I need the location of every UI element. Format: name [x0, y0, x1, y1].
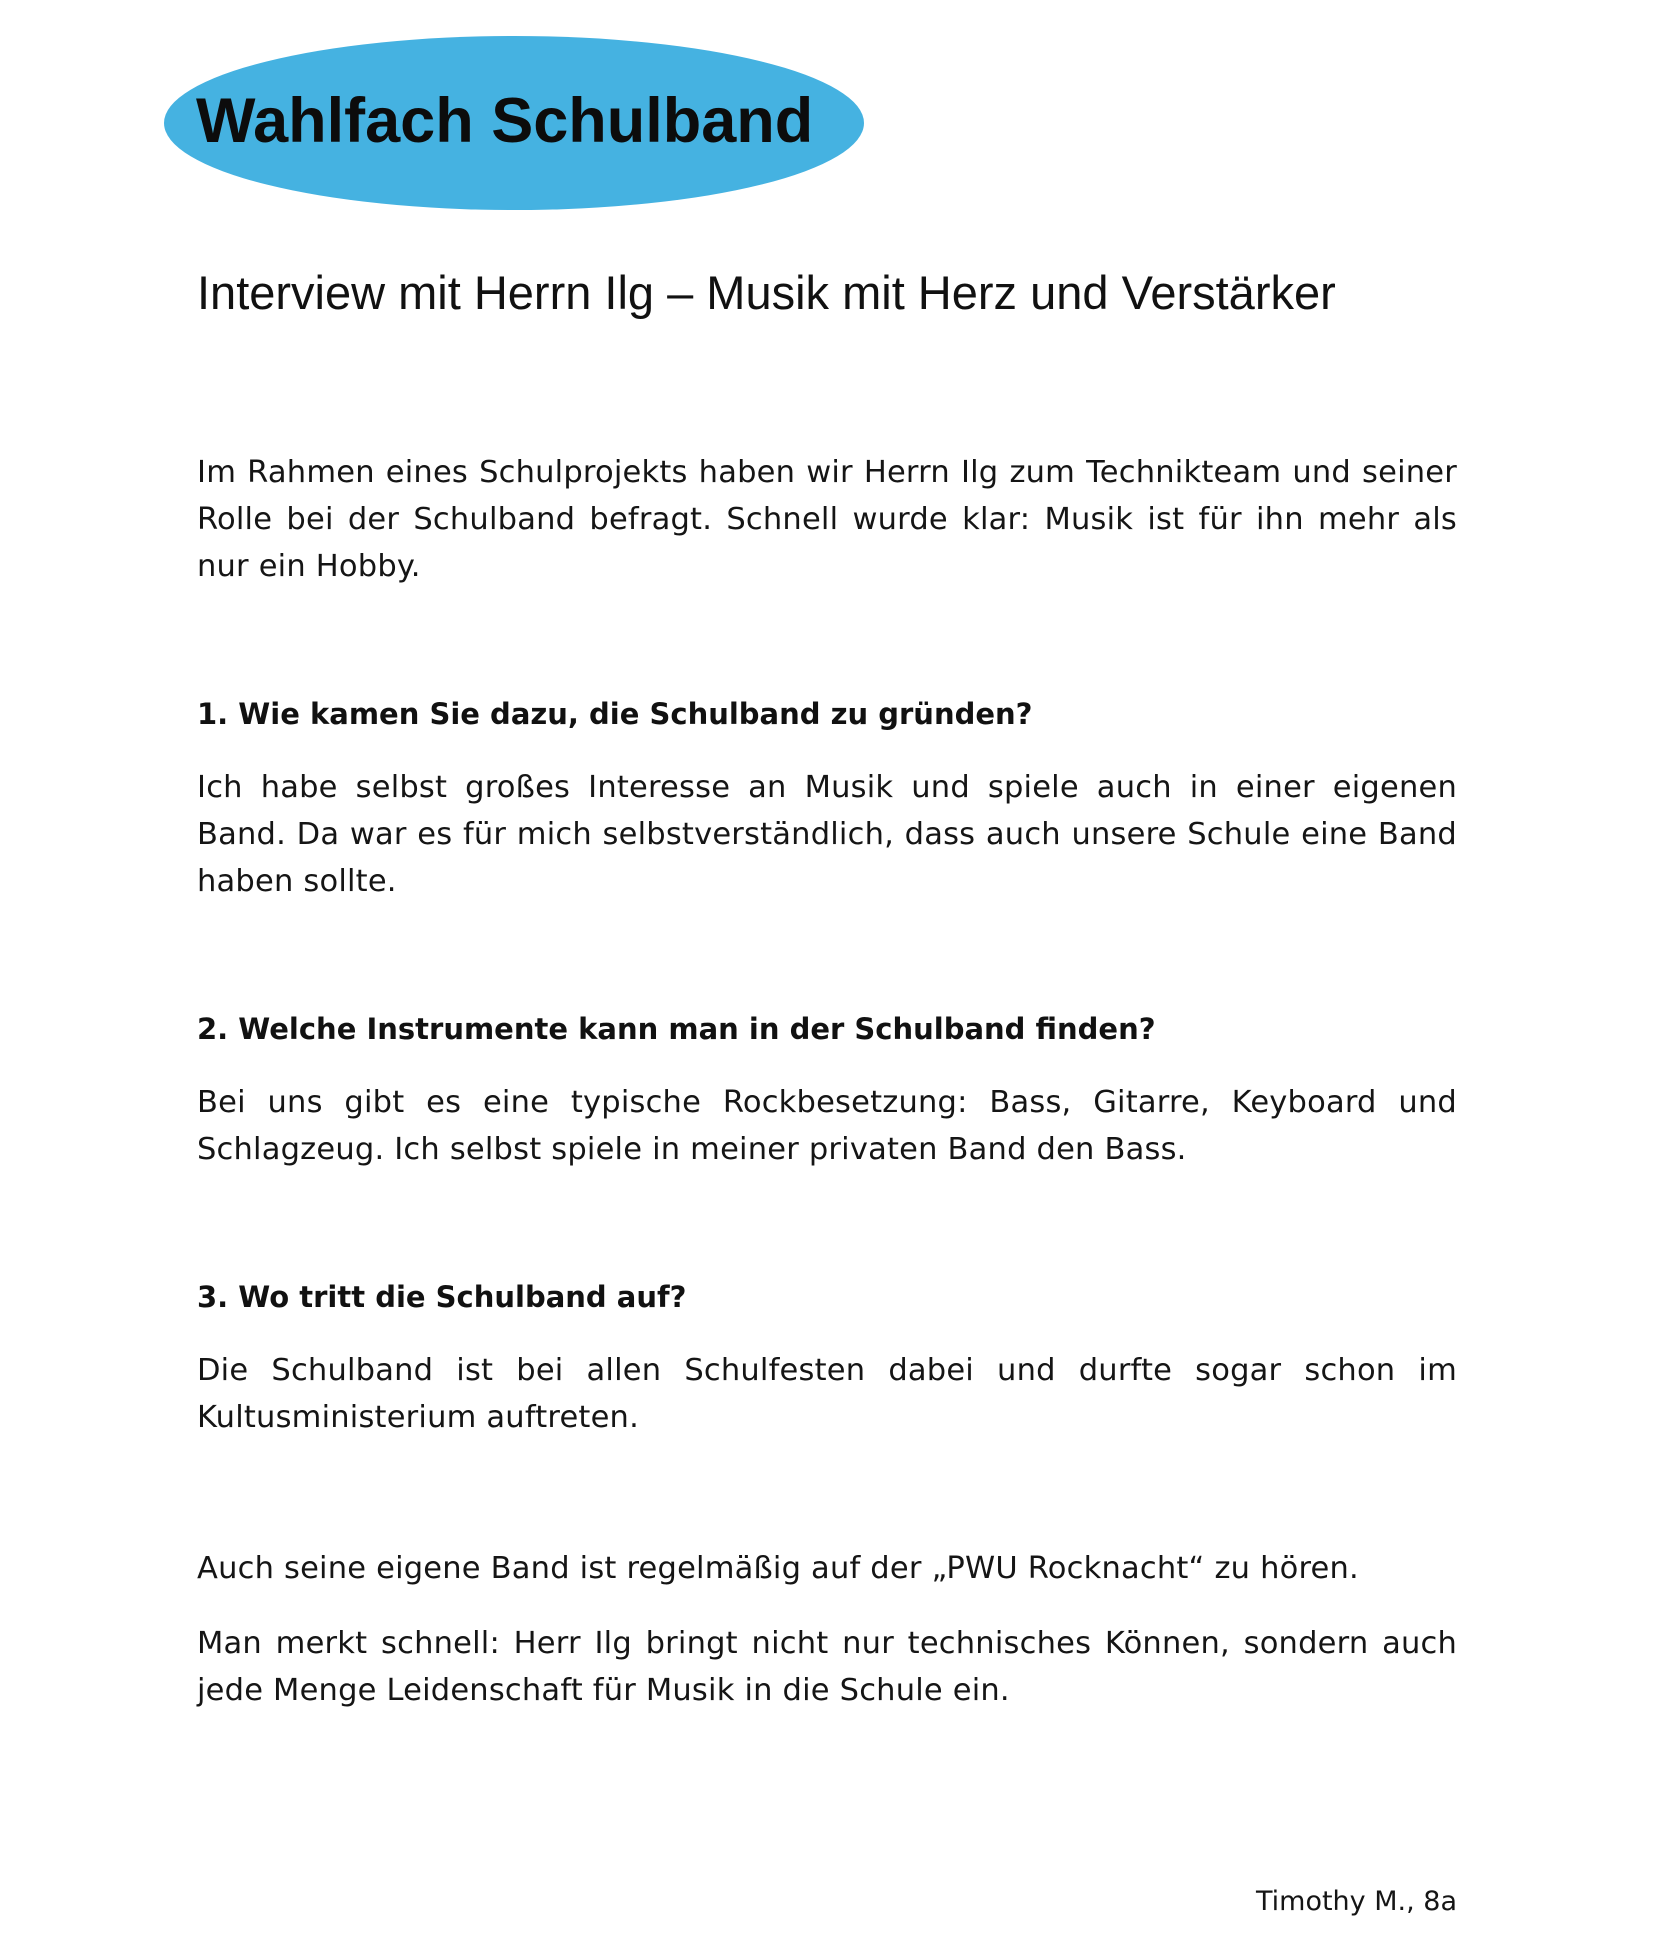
badge-title: Wahlfach Schulband	[196, 86, 814, 156]
author-signature: Timothy M., 8a	[1255, 1886, 1457, 1917]
answer-1: Ich habe selbst großes Interesse an Musik und spiele auch in einer eigenen Band. Da war es für mich selbstverständlich, dass auch unsere Schule eine Band haben sollte.	[197, 770, 1457, 899]
question-2: 2. Welche Instrumente kann man in der Schulband finden?	[197, 1012, 1156, 1046]
closing-paragraph-2: Man merkt schnell: Herr Ilg bringt nicht nur technisches Können, sondern auch jede Menge Leidenschaft für Musik in die Schule ein.	[197, 1626, 1457, 1708]
intro-paragraph: Im Rahmen eines Schulprojekts haben wir Herrn Ilg zum Technikteam und seiner Rolle bei der Schulband befragt. Schnell wurde klar: Musik ist für ihn mehr als nur ein Hobby.	[197, 455, 1457, 584]
question-1: 1. Wie kamen Sie dazu, die Schulband zu gründen?	[197, 697, 1033, 731]
article-body	[197, 449, 1457, 1714]
closing-paragraph-1: Auch seine eigene Band ist regelmäßig auf der „PWU Rocknacht“ zu hören.	[197, 1551, 1359, 1586]
answer-3: Die Schulband ist bei allen Schulfesten dabei und durfte sogar schon im Kultusministerium auftreten.	[197, 1353, 1457, 1435]
answer-2: Bei uns gibt es eine typische Rockbesetzung: Bass, Gitarre, Keyboard und Schlagzeug. Ich selbst spiele in meiner privaten Band den Bass.	[197, 1085, 1457, 1167]
article-title: Interview mit Herrn Ilg – Musik mit Herz und Verstärker	[197, 266, 1336, 319]
question-3: 3. Wo tritt die Schulband auf?	[197, 1280, 687, 1314]
